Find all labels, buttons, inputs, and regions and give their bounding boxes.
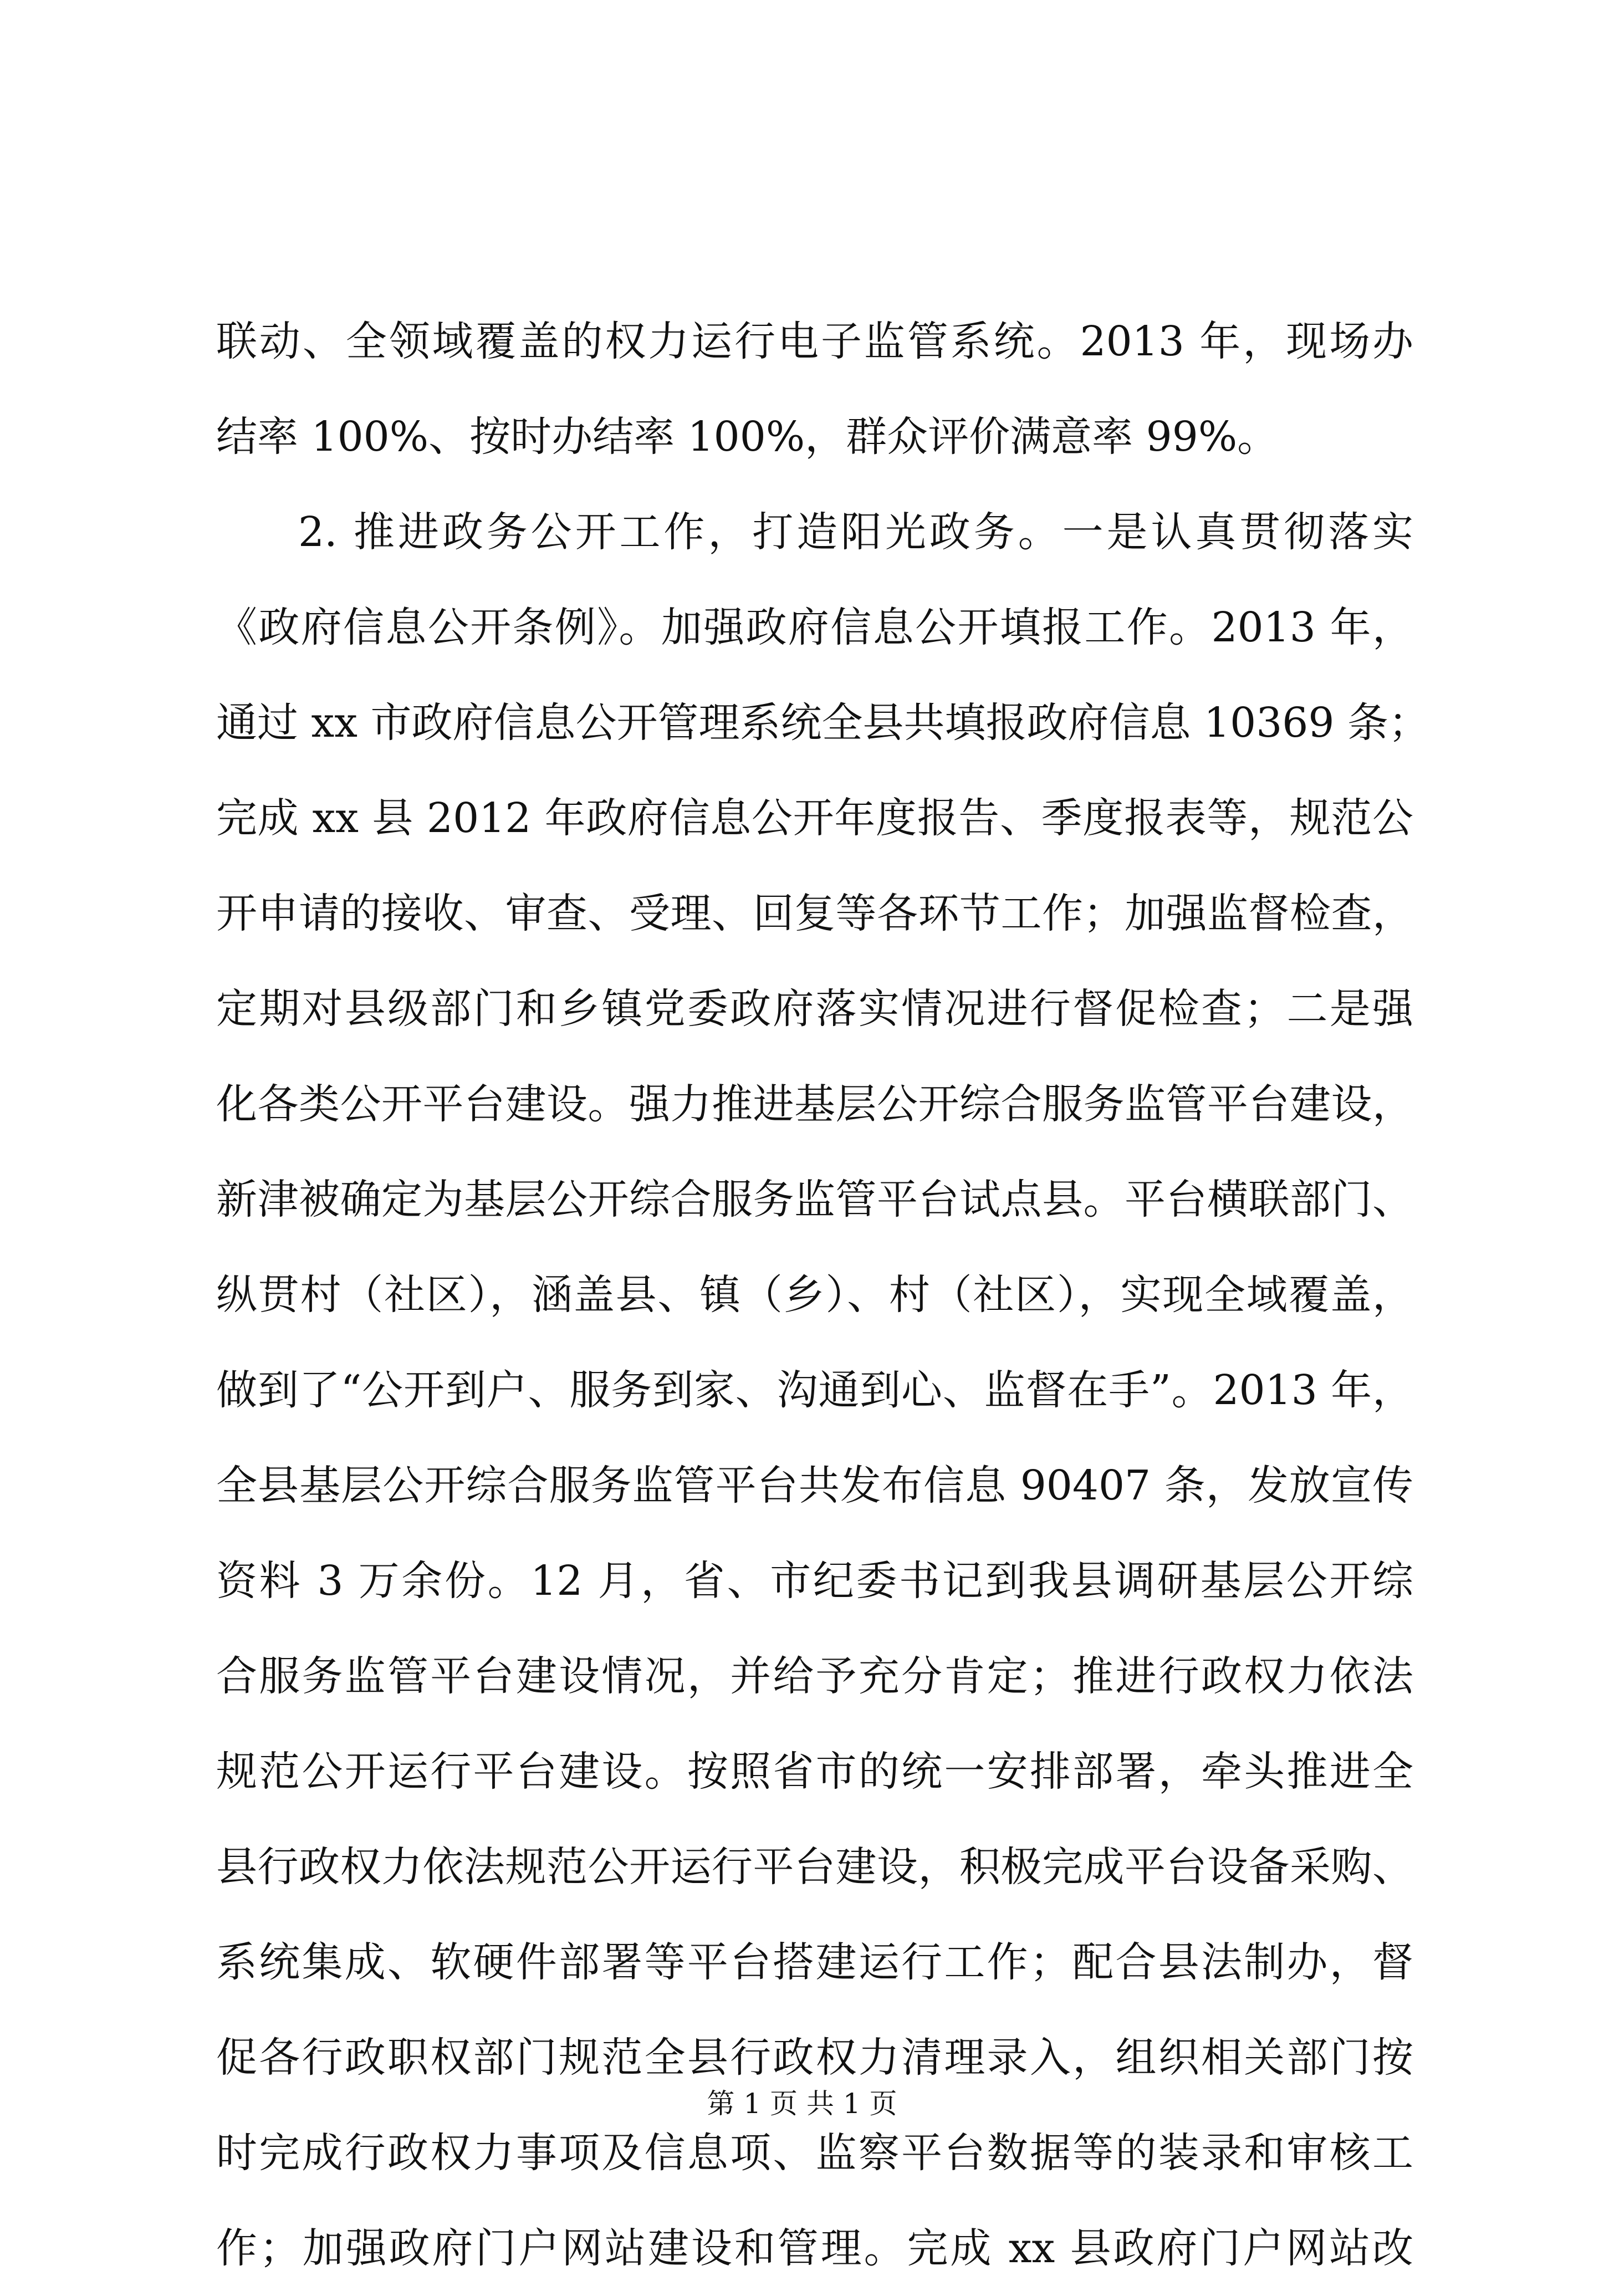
text-line: 规范公开运行平台建设。按照省市的统一安排部署，牵头推进全	[216, 1748, 1413, 1795]
text-line: 全县基层公开综合服务监管平台共发布信息 90407 条，发放宣传	[216, 1462, 1413, 1509]
text-line: 结率 100%、按时办结率 100%，群众评价满意率 99%。	[216, 413, 1279, 461]
text-line: 作；加强政府门户网站建设和管理。完成 xx 县政府门户网站改	[216, 2224, 1413, 2272]
text-line: 时完成行政权力事项及信息项、监察平台数据等的装录和审核工	[216, 2129, 1413, 2177]
page-footer: 第 1 页 共 1 页	[707, 2088, 897, 2120]
text-line: 开申请的接收、审查、受理、回复等各环节工作；加强监督检查，	[216, 890, 1413, 937]
text-line: 做到了“公开到户、服务到家、沟通到心、监督在手”。2013 年，	[216, 1366, 1413, 1414]
text-line: 联动、全领域覆盖的权力运行电子监管系统。2013 年，现场办	[216, 318, 1413, 365]
text-line: 完成 xx 县 2012 年政府信息公开年度报告、季度报表等，规范公	[216, 794, 1413, 842]
paragraph-1	[216, 294, 1413, 484]
text-line: 《政府信息公开条例》。加强政府信息公开填报工作。2013 年，	[216, 604, 1413, 651]
text-line: 系统集成、软硬件部署等平台搭建运行工作；配合县法制办，督	[216, 1938, 1413, 1986]
body-text	[216, 294, 1429, 2296]
text-line: 定期对县级部门和乡镇党委政府落实情况进行督促检查；二是强	[216, 985, 1413, 1033]
text-line: 2. 推进政务公开工作，打造阳光政务。一是认真贯彻落实	[298, 508, 1413, 556]
text-line: 资料 3 万余份。12 月，省、市纪委书记到我县调研基层公开综	[216, 1557, 1413, 1605]
text-line: 通过 xx 市政府信息公开管理系统全县共填报政府信息 10369 条；	[216, 699, 1429, 747]
text-line: 化各类公开平台建设。强力推进基层公开综合服务监管平台建设，	[216, 1080, 1413, 1128]
text-line: 纵贯村（社区），涵盖县、镇（乡）、村（社区），实现全域覆盖，	[216, 1271, 1413, 1319]
text-line: 促各行政职权部门规范全县行政权力清理录入，组织相关部门按	[216, 2034, 1413, 2081]
paragraph-2	[216, 484, 1429, 2296]
text-line: 合服务监管平台建设情况，并给予充分肯定；推进行政权力依法	[216, 1652, 1413, 1700]
text-line: 县行政权力依法规范公开运行平台建设，积极完成平台设备采购、	[216, 1843, 1413, 1891]
text-line: 新津被确定为基层公开综合服务监管平台试点县。平台横联部门、	[216, 1176, 1413, 1223]
